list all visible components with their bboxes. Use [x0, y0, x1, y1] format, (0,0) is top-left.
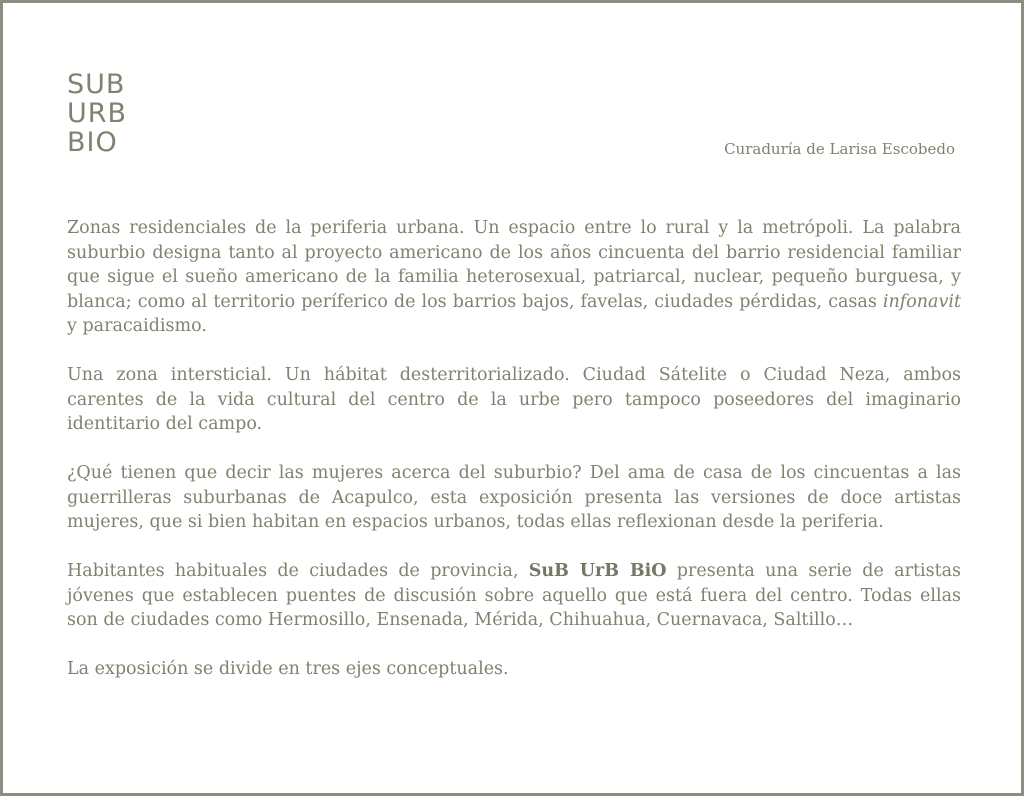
paragraph-2: Una zona intersticial. Un hábitat desterritorializado. Ciudad Sátelite o Ciudad Neza, ambos carentes de la vida cultural del centro de la urbe pero tampoco poseedores del imaginario identitario del campo. [67, 365, 961, 434]
intro-text [67, 216, 961, 706]
logo [67, 70, 127, 157]
logo-line-3: BIO [67, 127, 118, 158]
paragraph-4 [67, 559, 961, 633]
paragraph-1 [67, 216, 961, 339]
exhibition-name: SuB UrB BiO [528, 561, 667, 581]
paragraph-5: La exposición se divide en tres ejes conceptuales. [67, 659, 509, 679]
paragraph-4-end: presenta una serie de artistas jóvenes que establecen puentes de discusión sobre aquello que está fuera del centro. Todas ellas son de ciudades como Hermosillo, Ensenada, Mérida, Chihuahua, Cuernavaca, Saltillo… [67, 561, 962, 630]
paragraph-1-end: y paracaidismo. [67, 316, 207, 336]
paragraph-3: ¿Qué tienen que decir las mujeres acerca del suburbio? Del ama de casa de los cincuentas a las guerrilleras suburbanas de Acapulco, esta exposición presenta las versiones de doce artistas mujeres, que si bien habitan en espacios urbanos, todas ellas reflexionan desde la periferia. [67, 463, 961, 532]
paragraph-4-text: Habitantes habituales de ciudades de provincia, [67, 561, 529, 581]
logo-line-1: SUB [67, 69, 126, 100]
curator-credit: Curaduría de Larisa Escobedo [724, 140, 955, 158]
paragraph-1-italic: infonavit [882, 291, 961, 312]
paragraph-1-text: Zonas residenciales de la periferia urbana. Un espacio entre lo rural y la metrópoli. La palabra suburbio designa tanto al proyecto americano de los años cincuenta del barrio residencial familiar que sigue el sueño americano de la familia heterosexual, patriarcal, nuclear, pequeño burguesa, y blanca; como al territorio períferico de los barrios bajos, favelas, ciudades pérdidas, casas [67, 218, 961, 312]
logo-line-2: URB [67, 98, 128, 129]
